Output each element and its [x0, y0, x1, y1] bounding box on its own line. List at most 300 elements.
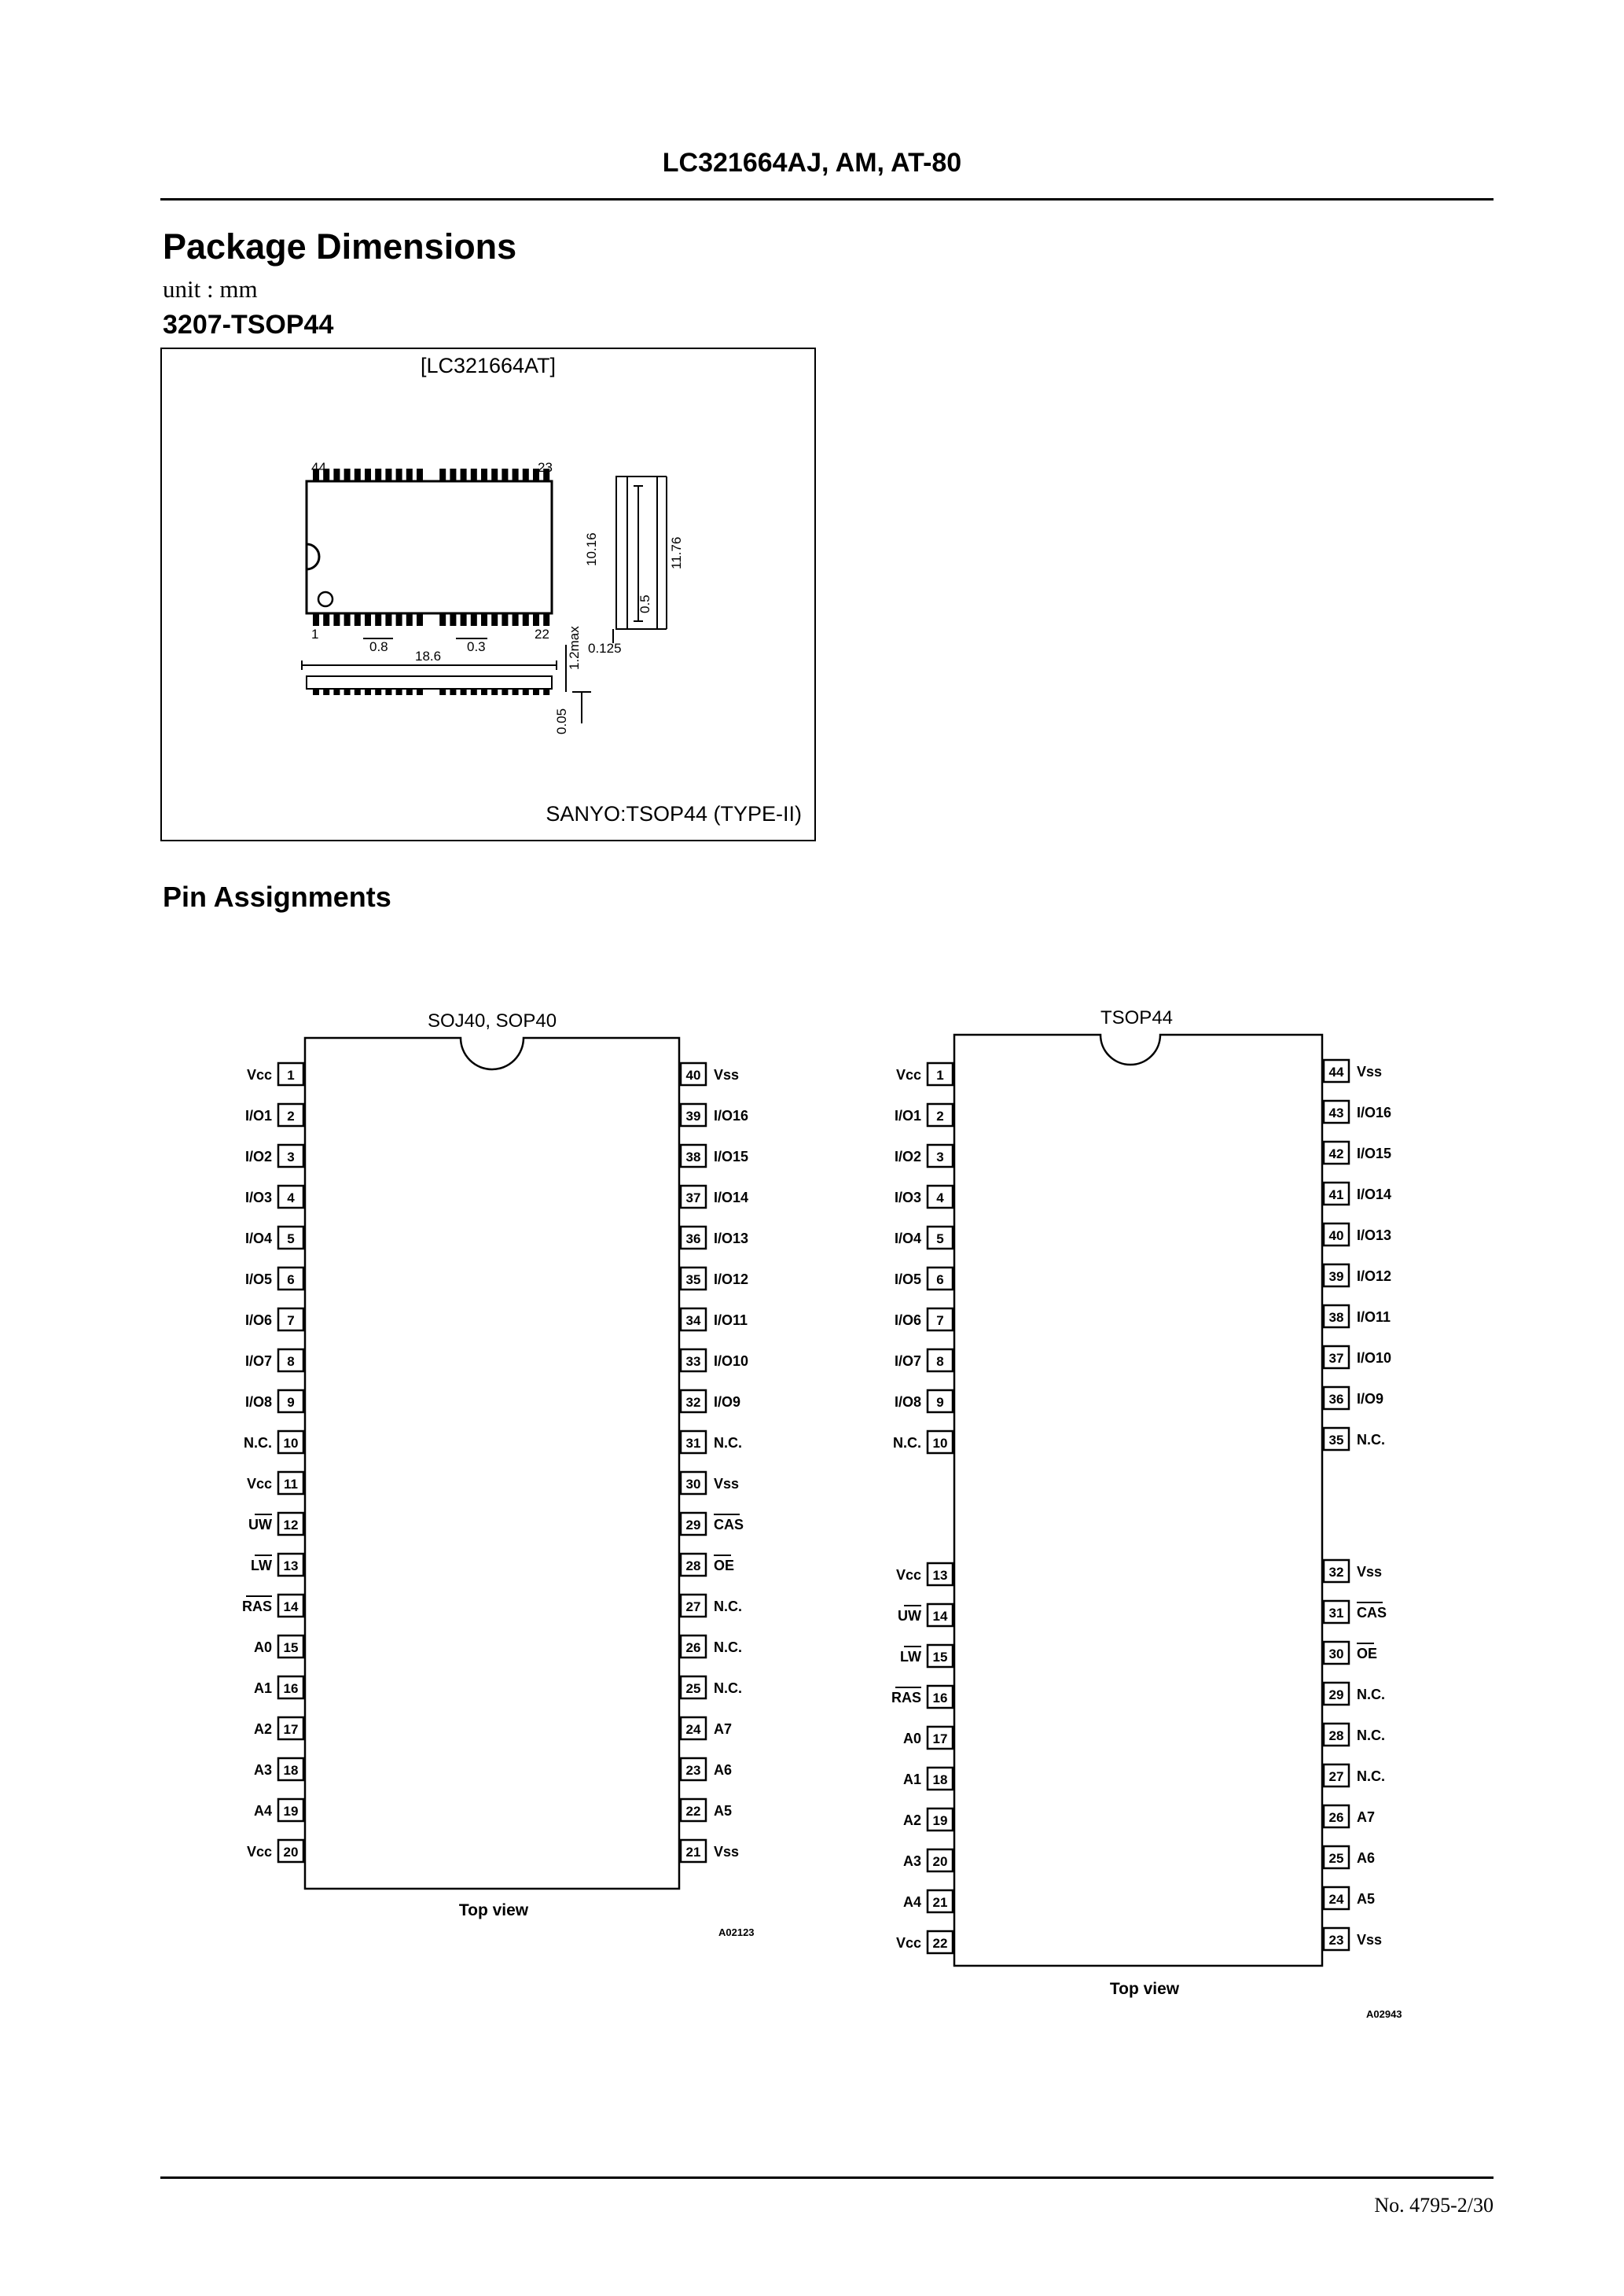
- package-lead: [523, 613, 529, 626]
- pin-number: 5: [287, 1231, 295, 1246]
- package-lead: [502, 613, 508, 626]
- pin-number: 35: [1328, 1433, 1344, 1448]
- pin-number: 6: [936, 1272, 944, 1287]
- package-lead: [439, 613, 446, 626]
- pin-signal: CAS: [1357, 1605, 1387, 1621]
- pin-43: [1324, 1101, 1391, 1123]
- pin-13: [251, 1554, 303, 1576]
- package-lead-side: [543, 689, 549, 695]
- dim-pitch: 0.8: [369, 639, 388, 654]
- pin-number: 13: [283, 1558, 299, 1573]
- pin-signal: I/O14: [714, 1190, 749, 1205]
- pin-23: [681, 1758, 732, 1780]
- pin-signal: OE: [714, 1558, 735, 1573]
- pin-number: 21: [932, 1895, 948, 1910]
- pin-signal: I/O3: [244, 1190, 272, 1205]
- pin-signal: RAS: [891, 1690, 921, 1705]
- pin-15: [900, 1645, 953, 1667]
- package-lead: [406, 613, 413, 626]
- pin-36: [1324, 1387, 1383, 1409]
- pin-2: [245, 1104, 303, 1126]
- package-lead-side: [471, 689, 477, 695]
- package-lead-side: [533, 689, 539, 695]
- package-lead-side: [461, 689, 467, 695]
- pin-signal: A1: [902, 1772, 921, 1787]
- package-lead: [491, 613, 498, 626]
- package-part-label: [LC321664AT]: [420, 354, 557, 377]
- package-lead-side: [502, 689, 508, 695]
- pin-27: [1324, 1764, 1385, 1786]
- pin-signal: I/O5: [894, 1271, 921, 1287]
- soj-title: SOJ40, SOP40: [427, 1010, 557, 1032]
- package-lead: [461, 469, 467, 481]
- pin-13: [896, 1563, 953, 1585]
- pin-number: 20: [283, 1845, 299, 1860]
- pin-number: 6: [287, 1272, 295, 1287]
- pin-signal: I/O12: [714, 1271, 749, 1287]
- package-lead: [533, 613, 539, 626]
- pin-signal: I/O5: [244, 1271, 272, 1287]
- pin-26: [1324, 1805, 1375, 1827]
- pin-signal: I/O15: [1357, 1146, 1392, 1161]
- package-lead-side: [396, 689, 402, 695]
- pin-number: 38: [685, 1150, 701, 1165]
- pin-signal: Vss: [714, 1476, 740, 1492]
- pin-11: [247, 1472, 303, 1494]
- pin-signal: Vss: [1357, 1064, 1383, 1080]
- pin-number: 25: [1328, 1851, 1344, 1866]
- pin-signal: I/O4: [244, 1231, 272, 1246]
- pin-number: 37: [685, 1190, 701, 1205]
- package-lead-side: [365, 689, 371, 695]
- pin-number: 23: [1328, 1933, 1344, 1948]
- pin-39: [681, 1104, 748, 1126]
- soj-top-view-label: Top view: [458, 1901, 529, 1919]
- pin-1: [247, 1063, 303, 1085]
- package-lead: [365, 469, 371, 481]
- pin-number: 28: [1328, 1728, 1344, 1743]
- pin-number: 1: [287, 1068, 295, 1083]
- package-lead-side: [385, 689, 391, 695]
- pin-16: [254, 1676, 303, 1698]
- package-lead: [461, 613, 467, 626]
- pin-number: 34: [685, 1313, 701, 1328]
- pin-number: 29: [685, 1518, 701, 1533]
- pin-signal: Vcc: [246, 1067, 272, 1083]
- pin-32: [1324, 1560, 1382, 1582]
- pin-10: [893, 1431, 953, 1453]
- pin-number: 15: [283, 1640, 299, 1655]
- dim-standoff: 0.05: [554, 708, 569, 734]
- pin-3: [895, 1145, 953, 1167]
- package-lead-side: [333, 689, 340, 695]
- pin-9: [895, 1390, 953, 1412]
- pin-20: [903, 1849, 953, 1871]
- pin-number: 31: [685, 1436, 701, 1451]
- pin-signal: I/O4: [894, 1231, 921, 1246]
- pin-36: [681, 1227, 748, 1249]
- pin-signal: Vcc: [246, 1476, 272, 1492]
- pin-number: 23: [685, 1763, 701, 1778]
- pin-number: 44: [1328, 1065, 1344, 1080]
- pin-number: 39: [685, 1109, 701, 1124]
- pin-signal: N.C.: [714, 1599, 742, 1614]
- dim-thickness: 0.125: [588, 641, 622, 656]
- pin-number: 4: [936, 1190, 944, 1205]
- package-lead-side: [323, 689, 329, 695]
- package-lead-side: [417, 689, 423, 695]
- pin-23-label: 23: [538, 460, 553, 475]
- pin-21: [903, 1890, 953, 1912]
- pin-signal: A6: [1357, 1850, 1376, 1866]
- pin-number: 14: [932, 1609, 948, 1624]
- package-lead-side: [313, 689, 319, 695]
- pin-signal: I/O10: [1357, 1350, 1392, 1366]
- pin-signal: Vss: [1357, 1564, 1383, 1580]
- package-lead: [481, 613, 487, 626]
- pin-number: 43: [1328, 1106, 1344, 1120]
- package-lead-side: [523, 689, 529, 695]
- pin-number: 26: [1328, 1810, 1344, 1825]
- pin-signal: N.C.: [244, 1435, 272, 1451]
- pin-number: 38: [1328, 1310, 1344, 1325]
- pin-17: [254, 1717, 303, 1739]
- pin-signal: A7: [714, 1721, 733, 1737]
- pin-number: 10: [283, 1436, 299, 1451]
- dim-max-height: 1.2max: [567, 626, 582, 670]
- pin-number: 7: [936, 1313, 944, 1328]
- pin-assignments-heading: Pin Assignments: [163, 881, 391, 913]
- pin-signal: A5: [714, 1803, 733, 1819]
- pin-30: [1324, 1642, 1377, 1664]
- pin-signal: RAS: [241, 1599, 272, 1614]
- tsop44-diagram: [891, 1007, 1402, 2020]
- pin-number: 19: [283, 1804, 299, 1819]
- package-dimensions-heading: Package Dimensions: [163, 226, 517, 267]
- pin-44-label: 44: [311, 460, 326, 475]
- pin-number: 29: [1328, 1687, 1344, 1702]
- pin-24: [681, 1717, 732, 1739]
- pin-signal: UW: [248, 1517, 272, 1533]
- package-lead: [417, 469, 423, 481]
- pin-7: [895, 1308, 953, 1330]
- pin-10: [244, 1431, 303, 1453]
- pin-16: [891, 1686, 953, 1708]
- package-lead: [313, 613, 319, 626]
- pin-31: [681, 1431, 742, 1453]
- pin-6: [245, 1268, 303, 1290]
- unit-label: unit : mm: [163, 275, 258, 303]
- package-lead: [365, 613, 371, 626]
- package-lead: [344, 613, 351, 626]
- pin-signal: I/O11: [714, 1312, 748, 1328]
- pin-number: 17: [932, 1731, 948, 1746]
- pin-signal: I/O12: [1357, 1268, 1392, 1284]
- pin-signal: N.C.: [1357, 1768, 1385, 1784]
- package-lead: [323, 613, 329, 626]
- package-drawing: [0, 0, 1624, 849]
- pin-signal: OE: [1357, 1646, 1378, 1661]
- package-lead: [385, 613, 391, 626]
- package-lead-side: [491, 689, 498, 695]
- pin-signal: LW: [251, 1558, 272, 1573]
- pin-number: 24: [1328, 1892, 1344, 1907]
- package-lead: [513, 613, 519, 626]
- pin-42: [1324, 1142, 1391, 1164]
- pin-signal: Vcc: [246, 1844, 272, 1860]
- pin-signal: A1: [253, 1680, 272, 1696]
- pin-signal: A4: [902, 1894, 921, 1910]
- package-lead: [355, 613, 361, 626]
- pin-number: 26: [685, 1640, 701, 1655]
- pin-22: [896, 1931, 953, 1953]
- pin-signal: A2: [253, 1721, 272, 1737]
- document-header-title: LC321664AJ, AM, AT-80: [662, 148, 962, 178]
- pin-35: [1324, 1428, 1385, 1450]
- pin-signal: N.C.: [714, 1639, 742, 1655]
- pin-number: 2: [287, 1109, 295, 1124]
- package-lead: [513, 469, 519, 481]
- package-lead: [406, 469, 413, 481]
- pin-number: 11: [284, 1477, 298, 1492]
- pin-38: [681, 1145, 748, 1167]
- pin-signal: I/O16: [1357, 1105, 1392, 1120]
- pin-signal: CAS: [714, 1517, 744, 1533]
- pin-signal: I/O16: [714, 1108, 749, 1124]
- pin-7: [245, 1308, 303, 1330]
- pin-37: [681, 1186, 748, 1208]
- pin-signal: A0: [902, 1731, 921, 1746]
- pin-number: 40: [1328, 1228, 1344, 1243]
- pin-number: 36: [1328, 1392, 1344, 1407]
- pin-signal: A3: [902, 1853, 921, 1869]
- pin-signal: N.C.: [1357, 1728, 1385, 1743]
- pin-number: 4: [287, 1190, 295, 1205]
- package-lead-side: [481, 689, 487, 695]
- package-lead: [481, 469, 487, 481]
- pin-signal: I/O6: [244, 1312, 272, 1328]
- pin-21: [681, 1840, 739, 1862]
- soj-figure-code: A02123: [718, 1926, 755, 1938]
- dim-lead-width: 0.3: [467, 639, 486, 654]
- pin-signal: I/O3: [894, 1190, 921, 1205]
- package-lead: [385, 469, 391, 481]
- pin-assignment-diagrams: [0, 975, 1624, 2060]
- package-lead: [375, 469, 381, 481]
- pin-39: [1324, 1264, 1391, 1286]
- pin-number: 19: [932, 1813, 948, 1828]
- pin-19: [254, 1799, 303, 1821]
- pin-34: [681, 1308, 748, 1330]
- pin-8: [245, 1349, 303, 1371]
- pin-number: 2: [936, 1109, 944, 1124]
- pin-number: 22: [932, 1936, 948, 1951]
- pin-number: 28: [685, 1558, 701, 1573]
- pin-signal: A6: [714, 1762, 733, 1778]
- tsop-top-view-label: Top view: [1109, 1980, 1180, 1998]
- pin-signal: I/O15: [714, 1149, 749, 1165]
- pin-20: [247, 1840, 303, 1862]
- pin-number: 5: [936, 1231, 944, 1246]
- pin-number: 3: [287, 1150, 295, 1165]
- pin-number: 40: [685, 1068, 701, 1083]
- package-lead-side: [406, 689, 413, 695]
- package-lead: [502, 469, 508, 481]
- pin-number: 32: [685, 1395, 701, 1410]
- dim-length: 18.6: [415, 649, 442, 664]
- pin-signal: A2: [902, 1812, 921, 1828]
- dim-body-height: 10.16: [584, 532, 599, 566]
- pin-23: [1324, 1928, 1382, 1950]
- pin-number: 9: [287, 1395, 295, 1410]
- package-lead-side: [513, 689, 519, 695]
- pin-28: [1324, 1724, 1385, 1746]
- package-lead: [491, 469, 498, 481]
- pin-3: [245, 1145, 303, 1167]
- package-lead: [417, 613, 423, 626]
- pin-29: [1324, 1683, 1385, 1705]
- pin-41: [1324, 1183, 1391, 1205]
- pin-signal: I/O8: [894, 1394, 921, 1410]
- pin-29: [681, 1513, 744, 1535]
- pin-25: [681, 1676, 742, 1698]
- pin-number: 18: [932, 1772, 948, 1787]
- pin-number: 31: [1328, 1606, 1344, 1621]
- pin-number: 36: [685, 1231, 701, 1246]
- pin-4: [245, 1186, 303, 1208]
- pin-signal: A4: [253, 1803, 272, 1819]
- pin-15: [254, 1636, 303, 1658]
- pin-number: 8: [287, 1354, 295, 1369]
- pin-12: [248, 1513, 303, 1535]
- pin-number: 25: [685, 1681, 701, 1696]
- pin-number: 10: [932, 1436, 948, 1451]
- pin-2: [895, 1104, 953, 1126]
- pin-signal: I/O7: [244, 1353, 272, 1369]
- dim-lead-length: 0.5: [637, 594, 652, 613]
- pin-signal: I/O13: [1357, 1227, 1392, 1243]
- pin-number: 42: [1328, 1146, 1344, 1161]
- pin-19: [903, 1808, 953, 1831]
- package-lead: [543, 613, 549, 626]
- package-lead: [439, 469, 446, 481]
- pin-number: 27: [685, 1599, 701, 1614]
- pin-number: 35: [685, 1272, 701, 1287]
- pin-number: 21: [685, 1845, 701, 1860]
- package-standard-label: SANYO:TSOP44 (TYPE-II): [546, 802, 802, 826]
- pin-30: [681, 1472, 739, 1494]
- pin-number: 12: [283, 1518, 299, 1533]
- pin-signal: N.C.: [714, 1680, 742, 1696]
- pin-40: [681, 1063, 739, 1085]
- pin-27: [681, 1595, 742, 1617]
- pin-number: 22: [685, 1804, 701, 1819]
- pin-signal: N.C.: [1357, 1432, 1385, 1448]
- package-lead-side: [375, 689, 381, 695]
- pin-signal: Vcc: [895, 1935, 921, 1951]
- pin-18: [254, 1758, 303, 1780]
- pin-number: 7: [287, 1313, 295, 1328]
- package-lead-side: [344, 689, 351, 695]
- tsop-figure-code: A02943: [1366, 2008, 1402, 2020]
- pin-24: [1324, 1887, 1375, 1909]
- package-lead-side: [355, 689, 361, 695]
- pin-number: 8: [936, 1354, 944, 1369]
- pin-signal: Vcc: [895, 1567, 921, 1583]
- package-lead: [396, 469, 402, 481]
- pin-signal: I/O13: [714, 1231, 749, 1246]
- pin-number: 9: [936, 1395, 944, 1410]
- pin-signal: UW: [898, 1608, 921, 1624]
- pin-18: [903, 1768, 953, 1790]
- pin-signal: I/O8: [244, 1394, 272, 1410]
- pin-1: [896, 1063, 953, 1085]
- package-lead: [471, 469, 477, 481]
- pin-signal: I/O1: [244, 1108, 272, 1124]
- pin-signal: LW: [900, 1649, 921, 1665]
- pin-signal: I/O9: [1357, 1391, 1384, 1407]
- pin-17: [903, 1727, 953, 1749]
- package-lead: [355, 469, 361, 481]
- package-lead: [375, 613, 381, 626]
- pin-26: [681, 1636, 742, 1658]
- soj40-diagram: [242, 1010, 755, 1938]
- pin-5: [245, 1227, 303, 1249]
- package-lead: [450, 613, 456, 626]
- pin-number: 20: [932, 1854, 948, 1869]
- pin-14: [242, 1595, 303, 1617]
- package-lead: [450, 469, 456, 481]
- pin-signal: I/O14: [1357, 1187, 1392, 1202]
- package-lead: [333, 613, 340, 626]
- pin-number: 39: [1328, 1269, 1344, 1284]
- pin-number: 33: [685, 1354, 701, 1369]
- pin-signal: N.C.: [1357, 1687, 1385, 1702]
- package-lead: [333, 469, 340, 481]
- pin-35: [681, 1268, 748, 1290]
- pin-9: [245, 1390, 303, 1412]
- pin-31: [1324, 1601, 1387, 1623]
- pin-signal: A0: [253, 1639, 272, 1655]
- pin-6: [895, 1268, 953, 1290]
- package-lead-side: [439, 689, 446, 695]
- pin-25: [1324, 1846, 1375, 1868]
- pin-number: 37: [1328, 1351, 1344, 1366]
- pin-signal: N.C.: [714, 1435, 742, 1451]
- pin-32: [681, 1390, 740, 1412]
- pin-33: [681, 1349, 748, 1371]
- package-lead: [344, 469, 351, 481]
- package-lead-side: [450, 689, 456, 695]
- pin-signal: A7: [1357, 1809, 1376, 1825]
- footer-rule: [160, 2176, 1494, 2179]
- dim-overall-height: 11.76: [669, 536, 684, 569]
- pin-number: 3: [936, 1150, 944, 1165]
- pin-signal: I/O7: [894, 1353, 921, 1369]
- pin-signal: A5: [1357, 1891, 1376, 1907]
- pin-number: 16: [283, 1681, 299, 1696]
- pin-number: 17: [283, 1722, 299, 1737]
- pin-signal: I/O2: [244, 1149, 272, 1165]
- pin-number: 41: [1328, 1187, 1344, 1202]
- page-number: No. 4795-2/30: [1374, 2194, 1494, 2217]
- pin-44: [1324, 1060, 1382, 1082]
- pin-number: 15: [932, 1650, 948, 1665]
- pin-1-label: 1: [311, 627, 319, 642]
- package-code: 3207-TSOP44: [163, 310, 334, 340]
- pin-number: 14: [283, 1599, 299, 1614]
- pin-28: [681, 1554, 734, 1576]
